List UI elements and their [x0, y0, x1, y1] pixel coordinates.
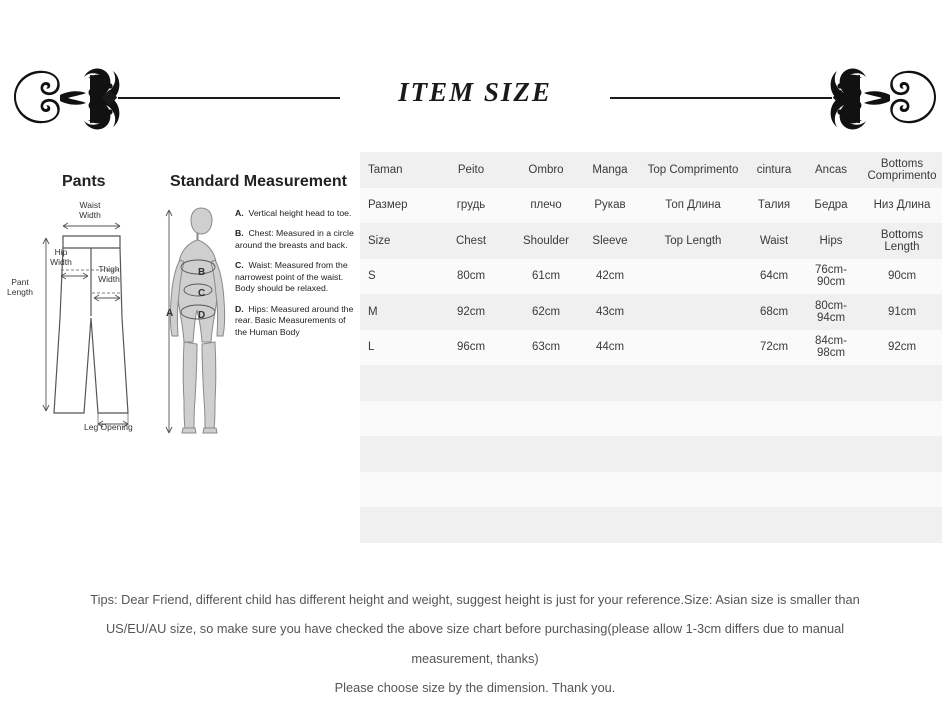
table-cell	[748, 436, 800, 472]
table-cell	[432, 472, 510, 508]
table-cell: 61cm	[510, 259, 582, 295]
table-row	[360, 330, 942, 366]
table-cell	[638, 365, 748, 401]
table-cell	[432, 365, 510, 401]
size-chart-table-wrapper	[360, 152, 942, 543]
pants-drawing	[8, 198, 168, 448]
table-cell	[510, 507, 582, 543]
size-chart-table	[360, 152, 942, 543]
pants-label-waist-width: Waist Width	[79, 200, 101, 220]
table-cell	[638, 330, 748, 366]
description-item-a: A. Vertical height head to toe.	[235, 208, 352, 218]
table-cell: cintura	[748, 152, 800, 188]
table-cell	[360, 507, 432, 543]
table-cell: 76cm-90cm	[800, 259, 862, 295]
body-marker-b: B	[198, 267, 206, 278]
table-row	[360, 188, 942, 224]
table-cell	[800, 436, 862, 472]
table-cell: Рукав	[582, 188, 638, 224]
table-cell: Size	[360, 223, 432, 259]
table-cell	[748, 401, 800, 437]
table-cell: 63cm	[510, 330, 582, 366]
table-row	[360, 365, 942, 401]
table-cell	[432, 507, 510, 543]
table-cell: Top Comprimento	[638, 152, 748, 188]
table-cell	[748, 365, 800, 401]
table-cell: плечо	[510, 188, 582, 224]
table-cell: Waist	[748, 223, 800, 259]
body-marker-a: A	[166, 308, 174, 319]
flourish-ornament-right	[826, 55, 946, 140]
tips-section	[0, 585, 950, 703]
table-cell	[800, 365, 862, 401]
table-cell: Top Length	[638, 223, 748, 259]
body-marker-d: D	[198, 310, 206, 321]
page-header	[0, 55, 950, 140]
page-title: ITEM SIZE	[398, 77, 552, 107]
table-cell: 43cm	[582, 294, 638, 330]
table-row	[360, 401, 942, 437]
table-cell: Shoulder	[510, 223, 582, 259]
table-cell: 72cm	[748, 330, 800, 366]
tips-line-4: Please choose size by the dimension. Thank you.	[334, 680, 616, 696]
table-cell: Ombro	[510, 152, 582, 188]
pants-diagram-title: Pants	[62, 173, 106, 190]
table-row	[360, 507, 942, 543]
table-cell: Manga	[582, 152, 638, 188]
table-cell	[510, 472, 582, 508]
table-cell	[862, 365, 942, 401]
table-cell: 96cm	[432, 330, 510, 366]
table-cell: 84cm-98cm	[800, 330, 862, 366]
table-cell	[432, 436, 510, 472]
table-cell: 92cm	[432, 294, 510, 330]
table-cell: Bottoms Comprimento	[862, 152, 942, 188]
table-cell	[638, 436, 748, 472]
table-cell: 91cm	[862, 294, 942, 330]
table-cell: 64cm	[748, 259, 800, 295]
pants-label-leg-opening: Leg Opening	[84, 422, 133, 432]
table-row	[360, 259, 942, 295]
measurement-descriptions	[235, 208, 357, 347]
table-cell	[582, 436, 638, 472]
tips-line-3: measurement, thanks)	[411, 650, 539, 666]
table-cell: 80cm-94cm	[800, 294, 862, 330]
table-cell	[582, 507, 638, 543]
description-item-b: B. Chest: Measured in a circle around the breasts and back.	[235, 228, 354, 250]
table-row	[360, 436, 942, 472]
table-cell: S	[360, 259, 432, 295]
table-cell	[360, 436, 432, 472]
table-cell: Топ Длина	[638, 188, 748, 224]
table-cell	[638, 259, 748, 295]
description-item-c: C. Waist: Measured from the narrowest point of the waist. Body should be relaxed.	[235, 260, 348, 294]
tips-line-1: Tips: Dear Friend, different child has different height and weight, suggest height is just for your reference.Size: Asian size is smaller than	[90, 592, 860, 607]
table-row	[360, 223, 942, 259]
table-cell	[800, 507, 862, 543]
table-cell: 44cm	[582, 330, 638, 366]
table-cell	[800, 401, 862, 437]
table-cell: Талия	[748, 188, 800, 224]
table-cell	[638, 401, 748, 437]
pants-label-pant-length: Pant Length	[7, 277, 33, 297]
table-cell	[862, 507, 942, 543]
table-cell: Hips	[800, 223, 862, 259]
table-cell: L	[360, 330, 432, 366]
table-cell: 42cm	[582, 259, 638, 295]
table-cell	[510, 436, 582, 472]
table-cell	[360, 472, 432, 508]
table-cell: Bottoms Length	[862, 223, 942, 259]
table-cell: 62cm	[510, 294, 582, 330]
table-cell: 68cm	[748, 294, 800, 330]
table-cell: грудь	[432, 188, 510, 224]
table-row	[360, 472, 942, 508]
table-cell	[582, 365, 638, 401]
table-cell: Peito	[432, 152, 510, 188]
table-cell	[748, 507, 800, 543]
table-cell: Taman	[360, 152, 432, 188]
table-cell: 80cm	[432, 259, 510, 295]
table-cell: M	[360, 294, 432, 330]
header-rule-right	[610, 97, 832, 99]
table-row	[360, 152, 942, 188]
table-cell	[862, 472, 942, 508]
table-cell	[638, 294, 748, 330]
table-cell	[862, 401, 942, 437]
table-cell	[360, 365, 432, 401]
table-cell: Chest	[432, 223, 510, 259]
table-cell	[510, 401, 582, 437]
table-cell: 90cm	[862, 259, 942, 295]
measurement-illustration	[0, 160, 360, 460]
table-row	[360, 294, 942, 330]
table-cell	[582, 401, 638, 437]
table-cell	[510, 365, 582, 401]
table-cell	[582, 472, 638, 508]
table-cell: Низ Длина	[862, 188, 942, 224]
table-cell: Ancas	[800, 152, 862, 188]
table-cell: 92cm	[862, 330, 942, 366]
pants-label-hip-width: Hip Width	[50, 247, 72, 267]
table-cell	[748, 472, 800, 508]
table-cell: Sleeve	[582, 223, 638, 259]
pants-label-thigh-width: Thigh Width	[98, 264, 120, 284]
table-cell	[800, 472, 862, 508]
body-marker-c: C	[198, 288, 206, 299]
table-cell	[638, 472, 748, 508]
tips-line-2: US/EU/AU size, so make sure you have checked the above size chart before purchasing(please allow 1-3cm differs due to manual	[105, 621, 845, 637]
table-cell	[432, 401, 510, 437]
description-item-d: D. Hips: Measured around the rear. Basic Measurements of the Human Body	[235, 303, 354, 337]
table-cell	[862, 436, 942, 472]
standard-measurement-title: Standard Measurement	[170, 173, 347, 190]
table-cell: Бедра	[800, 188, 862, 224]
table-cell: Размер	[360, 188, 432, 224]
table-cell	[360, 401, 432, 437]
table-cell	[638, 507, 748, 543]
